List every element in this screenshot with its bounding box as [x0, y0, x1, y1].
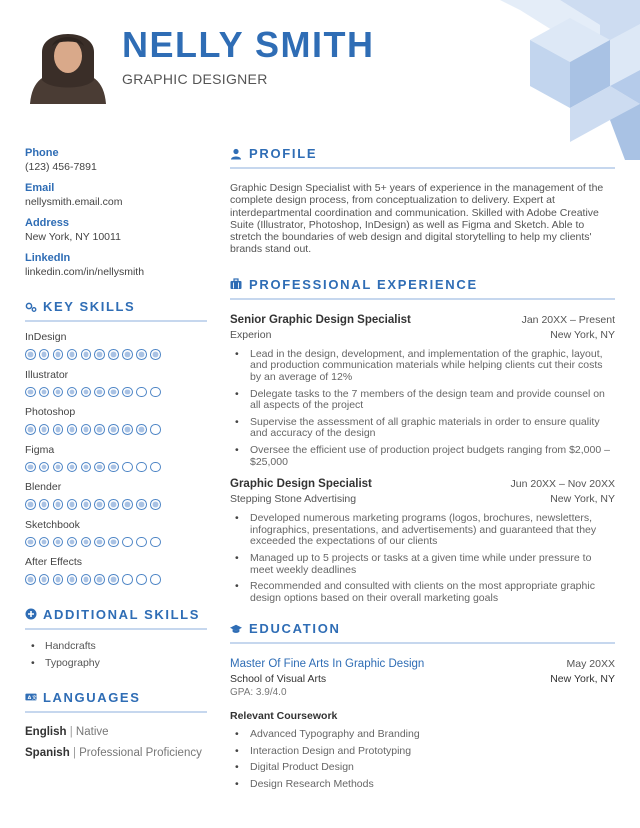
email-value: nellysmith.email.com: [25, 196, 123, 208]
profile-summary: Graphic Design Specialist with 5+ years of experience in the management of the complete design process, from conceptualization to delivery. Expert at interdepartmental coordination and communication. Skilled with Adobe Creative Suite (Illustrator, Photoshop, InDesign) as well as Figma and Sketch. Able to stretch the boundaries of web design and digital storytelling to help my clients' brands stand out.: [230, 182, 604, 256]
degree-name: Master Of Fine Arts In Graphic Design: [230, 658, 425, 671]
job-company: Experion: [230, 328, 272, 341]
linkedin-value: linkedin.com/in/nellysmith: [25, 266, 145, 278]
contact-section: [25, 147, 207, 279]
rating-dot-filled: [94, 387, 105, 398]
education-entry: [230, 657, 615, 792]
rating-dot-empty: [150, 537, 161, 548]
rating-dot-filled: [67, 387, 78, 398]
profile-heading: [230, 146, 615, 169]
language-name: English: [25, 725, 67, 738]
rating-dot-empty: [150, 574, 161, 585]
education-heading: [230, 621, 615, 644]
rating-dot-filled: [94, 424, 105, 435]
rating-dot-filled: [53, 537, 64, 548]
separator: |: [69, 725, 76, 738]
experience-section: [230, 277, 615, 605]
rating-dot-empty: [122, 537, 133, 548]
skill-rating: [25, 537, 207, 548]
svg-text:A: A: [27, 696, 33, 702]
job-title: Senior Graphic Design Specialist: [230, 313, 411, 326]
right-column: [230, 146, 615, 793]
rating-dot-filled: [81, 537, 92, 548]
rating-dot-filled: [108, 424, 119, 435]
rating-dot-filled: [39, 537, 50, 548]
job-bullets: [230, 349, 615, 468]
decorative-cubes-graphic: [500, 0, 640, 160]
list-item: • Oversee the efficient use of production project budgets ranging from $2,000 – $25,000: [230, 445, 615, 468]
rating-dot-filled: [53, 574, 64, 585]
rating-dot-empty: [122, 574, 133, 585]
rating-dot-filled: [25, 574, 36, 585]
rating-dot-filled: [39, 462, 50, 473]
rating-dot-filled: [81, 424, 92, 435]
rating-dot-empty: [150, 424, 161, 435]
profile-photo: [22, 18, 114, 104]
language-icon: [25, 691, 37, 703]
rating-dot-filled: [122, 499, 133, 510]
rating-dot-filled: [39, 499, 50, 510]
rating-dot-filled: [25, 499, 36, 510]
rating-dot-filled: [39, 387, 50, 398]
person-icon: [230, 148, 242, 160]
experience-title: PROFESSIONAL EXPERIENCE: [249, 276, 478, 292]
job-dates: Jun 20XX – Nov 20XX: [510, 478, 615, 491]
contact-label: Phone: [25, 147, 59, 159]
rating-dot-filled: [25, 424, 36, 435]
left-column: [25, 147, 207, 764]
skill-rating: [25, 574, 207, 585]
education-section: [230, 621, 615, 792]
rating-dot-filled: [53, 424, 64, 435]
gpa: GPA: 3.9/4.0: [230, 687, 287, 699]
list-item: • Design Research Methods: [230, 776, 615, 793]
rating-dot-filled: [67, 462, 78, 473]
rating-dot-filled: [108, 574, 119, 585]
skill-name: Illustrator: [25, 368, 69, 381]
rating-dot-filled: [94, 574, 105, 585]
list-item: • Typography: [25, 655, 207, 672]
additional-skills-list: [25, 638, 207, 672]
language-name: Spanish: [25, 746, 70, 759]
additional-skills-title: ADDITIONAL SKILLS: [43, 606, 200, 622]
job-entry: [230, 477, 615, 604]
rating-dot-filled: [67, 424, 78, 435]
address-value: New York, NY 10011: [25, 231, 121, 243]
rating-dot-filled: [25, 387, 36, 398]
experience-heading: [230, 277, 615, 300]
rating-dot-filled: [81, 574, 92, 585]
list-item: • Delegate tasks to the 7 members of the design team and provide counsel on all aspects of the project: [230, 389, 615, 412]
rating-dot-filled: [39, 574, 50, 585]
rating-dot-filled: [122, 424, 133, 435]
coursework-heading: Relevant Coursework: [230, 710, 338, 723]
candidate-title: GRAPHIC DESIGNER: [122, 71, 268, 87]
languages-section: [25, 690, 207, 764]
rating-dot-empty: [136, 537, 147, 548]
rating-dot-filled: [81, 499, 92, 510]
additional-skills-section: [25, 607, 207, 672]
job-subheader: [230, 492, 615, 506]
key-skills-title: KEY SKILLS: [43, 299, 136, 314]
skill-rating: [25, 387, 207, 398]
education-title: EDUCATION: [249, 621, 341, 637]
list-item: • Developed numerous marketing programs (logos, brochures, newsletters, infographics, presentations, and advertisements) and guaranteed that they exceeded the expectations of our clients: [230, 513, 615, 548]
list-item: • Digital Product Design: [230, 759, 615, 776]
skill-name: Sketchbook: [25, 518, 80, 531]
job-title: Graphic Design Specialist: [230, 478, 372, 491]
job-location: New York, NY: [550, 493, 615, 506]
contact-label: LinkedIn: [25, 252, 71, 264]
key-skills-heading: [25, 299, 207, 322]
rating-dot-empty: [136, 574, 147, 585]
rating-dot-filled: [67, 537, 78, 548]
rating-dot-filled: [81, 349, 92, 360]
additional-skills-heading: [25, 607, 207, 630]
skill-rating: [25, 499, 207, 510]
skills-list: [25, 330, 207, 585]
job-entry: [230, 313, 615, 468]
list-item: • Managed up to 5 projects or tasks at a given time while under pressure to meet weekly deadlines: [230, 553, 615, 576]
rating-dot-filled: [136, 349, 147, 360]
job-dates: Jan 20XX – Present: [521, 313, 615, 326]
key-skills-section: [25, 299, 207, 585]
languages-heading: [25, 690, 207, 713]
rating-dot-filled: [108, 349, 119, 360]
rating-dot-filled: [81, 462, 92, 473]
skill-name: InDesign: [25, 331, 67, 343]
rating-dot-filled: [67, 574, 78, 585]
list-item: • Interaction Design and Prototyping: [230, 743, 615, 760]
languages-list: [25, 722, 207, 764]
rating-dot-filled: [53, 462, 64, 473]
rating-dot-empty: [150, 387, 161, 398]
skill-rating: [25, 349, 207, 360]
contact-phone: [25, 147, 207, 174]
list-item: • Recommended and consulted with clients on the most appropriate graphic design options based on their overall marketing goals: [230, 581, 615, 604]
rating-dot-filled: [108, 387, 119, 398]
briefcase-icon: [230, 278, 242, 290]
job-header: [230, 313, 615, 328]
rating-dot-filled: [67, 499, 78, 510]
svg-text:文: 文: [31, 696, 38, 702]
language-level: Native: [75, 725, 109, 738]
degree-row: [230, 657, 615, 672]
phone-value: (123) 456-7891: [25, 161, 97, 173]
skill-name: Figma: [25, 443, 55, 456]
contact-label: Email: [25, 182, 55, 194]
language-level: Professional Proficiency: [79, 746, 202, 759]
plus-circle-icon: [25, 608, 37, 620]
school-name: School of Visual Arts: [230, 673, 327, 686]
rating-dot-filled: [94, 537, 105, 548]
rating-dot-filled: [94, 349, 105, 360]
rating-dot-empty: [136, 462, 147, 473]
language-item: [25, 722, 207, 743]
rating-dot-filled: [136, 424, 147, 435]
contact-linkedin: [25, 252, 207, 279]
rating-dot-filled: [122, 349, 133, 360]
gears-icon: [25, 301, 37, 313]
list-item: • Handcrafts: [25, 638, 207, 655]
rating-dot-filled: [67, 349, 78, 360]
rating-dot-filled: [39, 424, 50, 435]
list-item: • Advanced Typography and Branding: [230, 726, 615, 743]
rating-dot-filled: [150, 499, 161, 510]
separator: |: [72, 746, 80, 759]
rating-dot-filled: [81, 387, 92, 398]
languages-title: LANGUAGES: [43, 689, 141, 705]
rating-dot-filled: [94, 462, 105, 473]
contact-label: Address: [25, 217, 70, 229]
job-bullets: [230, 513, 615, 604]
list-item: • Supervise the assessment of all graphic materials in order to ensure quality and accuracy of the design: [230, 417, 615, 440]
rating-dot-filled: [136, 499, 147, 510]
school-row: [230, 672, 615, 686]
coursework-list: [230, 726, 615, 792]
graduation-cap-icon: [230, 623, 242, 635]
rating-dot-filled: [108, 537, 119, 548]
profile-section: [230, 146, 615, 256]
school-location: New York, NY: [550, 673, 615, 686]
rating-dot-filled: [53, 387, 64, 398]
skill-name: Blender: [25, 481, 62, 493]
skill-rating: [25, 424, 207, 435]
rating-dot-filled: [94, 499, 105, 510]
rating-dot-filled: [25, 462, 36, 473]
skill-name: After Effects: [25, 556, 82, 568]
rating-dot-filled: [25, 349, 36, 360]
rating-dot-empty: [150, 462, 161, 473]
job-header: [230, 477, 615, 492]
contact-email: [25, 182, 207, 209]
language-item: [25, 743, 207, 764]
contact-address: [25, 217, 207, 244]
rating-dot-filled: [53, 349, 64, 360]
rating-dot-filled: [108, 499, 119, 510]
rating-dot-empty: [122, 462, 133, 473]
rating-dot-filled: [39, 349, 50, 360]
job-location: New York, NY: [550, 328, 615, 341]
skill-name: Photoshop: [25, 406, 76, 418]
rating-dot-filled: [53, 499, 64, 510]
list-item: • Lead in the design, development, and implementation of the graphic, layout, and production communication materials while helping clients cut their costs by an average of 12%: [230, 349, 615, 384]
candidate-name: NELLY SMITH: [122, 24, 375, 65]
rating-dot-filled: [150, 349, 161, 360]
degree-date: May 20XX: [566, 658, 615, 671]
job-company: Stepping Stone Advertising: [230, 493, 357, 506]
rating-dot-filled: [122, 387, 133, 398]
rating-dot-filled: [108, 462, 119, 473]
rating-dot-filled: [25, 537, 36, 548]
job-subheader: [230, 328, 615, 342]
profile-title: PROFILE: [249, 146, 318, 161]
skill-rating: [25, 462, 207, 473]
rating-dot-empty: [136, 387, 147, 398]
